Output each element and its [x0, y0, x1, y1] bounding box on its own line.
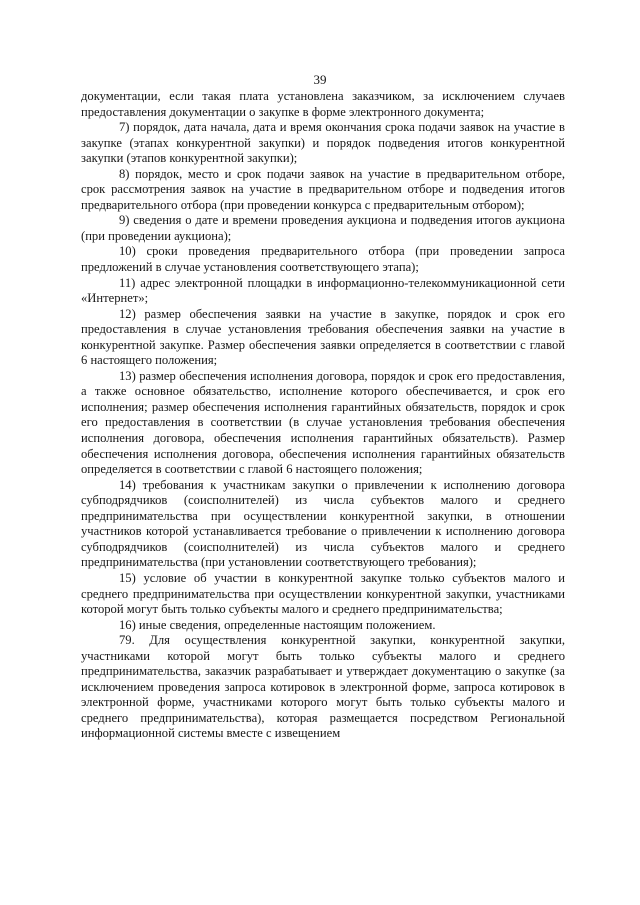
list-item-15: 15) условие об участии в конкурентной закупке только субъектов малого и среднего предпринимательства при осуществлении конкурентной закупки, участниками которой могут быть только субъекты малого и среднего предпринимательства;	[81, 570, 565, 617]
paragraph-79: 79. Для осуществления конкурентной закупки, конкурентной закупки, участниками которой могут быть только субъекты малого и среднего предпринимательства, заказчик разрабатывает и утверждает документацию о закупке (за исключением проведения запроса котировок в электронной форме, запроса котировок в электронной форме, участниками которого могут быть только субъекты малого и среднего предпринимательства), которая размещается посредством Региональной информационной системы вместе с извещением	[81, 633, 565, 741]
paragraph-continuation: документации, если такая плата установлена заказчиком, за исключением случаев предоставления документации о закупке в форме электронного документа;	[81, 89, 565, 119]
list-item-9: 9) сведения о дате и времени проведения аукциона и подведения итогов аукциона (при проведении аукциона);	[81, 213, 565, 243]
list-item-7: 7) порядок, дата начала, дата и время окончания срока подачи заявок на участие в закупке (этапах конкурентной закупки) и порядок подведения итогов конкурентной закупки (этапов конкурентной закупки);	[81, 120, 565, 166]
list-item-16: 16) иные сведения, определенные настоящим положением.	[119, 617, 436, 632]
page-number: 39	[313, 72, 327, 87]
list-item-10: 10) сроки проведения предварительного отбора (при проведении запроса предложений в случае установления соответствующего этапа);	[81, 244, 565, 275]
list-item-8: 8) порядок, место и срок подачи заявок на участие в предварительном отборе, срок рассмотрения заявок на участие в предварительном отборе и подведения итогов предварительного отбора (при проведении конкурса с предварительным отбором);	[81, 166, 565, 212]
list-item-14: 14) требования к участникам закупки о привлечении к исполнению договора субподрядчиков (соисполнителей) из числа субъектов малого и среднего предпринимательства при осуществлении конкурентной закупки, в отношении участников которой устанавливается требование о привлечении к исполнению договора субподрядчиков (соисполнителей) из числа субъектов малого и среднего предпринимательства (при установлении соответствующего требования);	[81, 477, 565, 570]
list-item-13: 13) размер обеспечения исполнения договора, порядок и срок его предоставления, а также основное обязательство, исполнение которого обеспечивается, и срок его исполнения; размер обеспечения исполнения гарантийных обязательств, порядок и срок его предоставления в соответствии (в случае установления требования обеспечения исполнения договора, обеспечения исполнения гарантийных обязательств). Размер обеспечения исполнения договора, обеспечения исполнения гарантийных обязательств определяется в соответствии с главой 6 настоящего положения;	[81, 368, 565, 477]
list-item-11: 11) адрес электронной площадки в информационно-телекоммуникационной сети «Интернет»;	[81, 275, 565, 306]
document-body	[81, 89, 565, 742]
list-item-12: 12) размер обеспечения заявки на участие в закупке, порядок и срок его предоставления в случае установления требования обеспечения заявки на участие в конкурентной закупке. Размер обеспечения заявки определяется в соответствии с главой 6 настоящего положения;	[81, 306, 565, 368]
